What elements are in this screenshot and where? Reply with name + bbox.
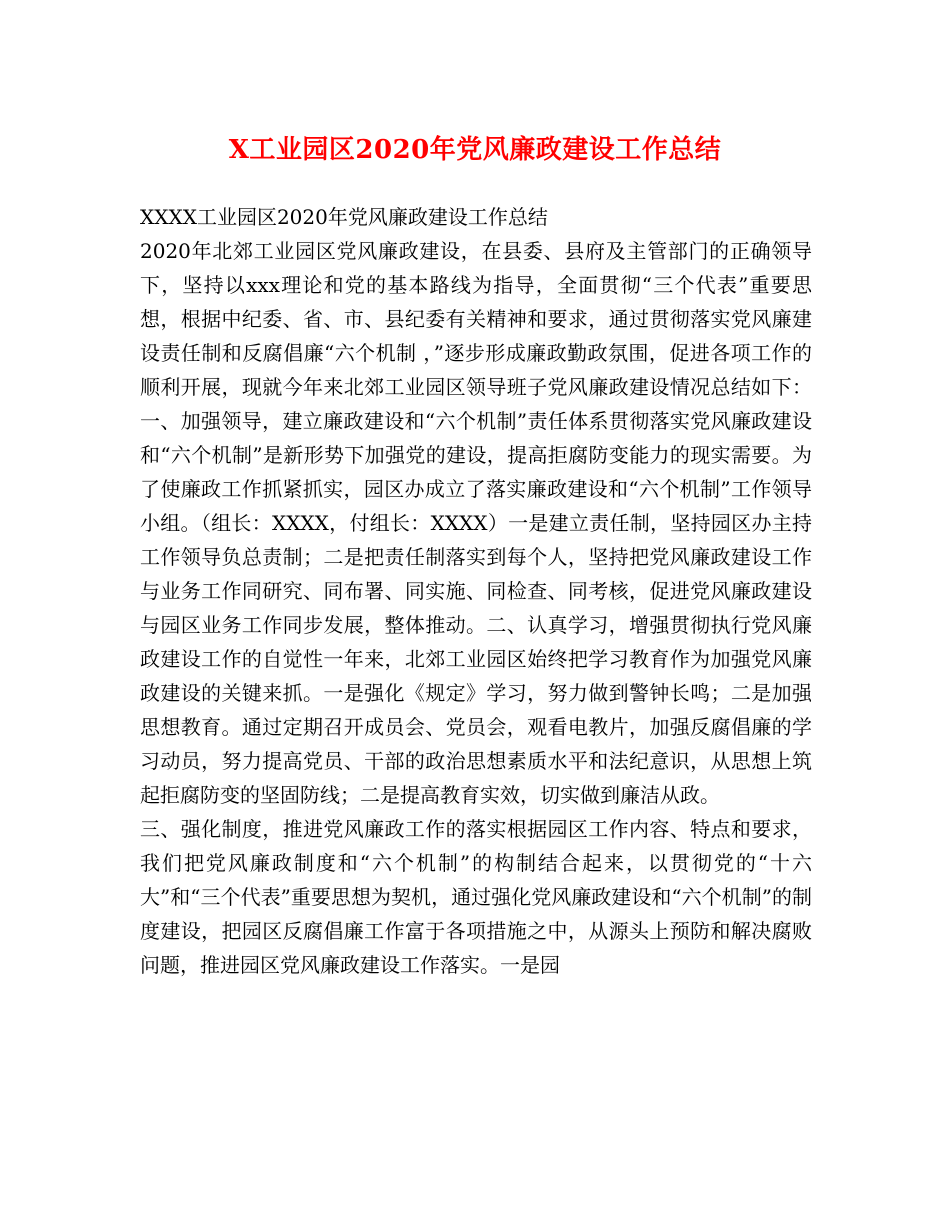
paragraph-section-three: 三、强化制度，推进党风廉政工作的落实根据园区工作内容、特点和要求，我们把党风廉政制度和“六个机制”的构制结合起来，以贯彻党的“十六大”和“三个代表”重要思想为契机，通过强化党风廉政建设和“六个机制”的制度建设，把园区反腐倡廉工作富于各项措施之中，从源头上预防和解决腐败问题，推进园区党风廉政建设工作落实。一是园: [140, 817, 812, 977]
document-body: [140, 200, 812, 982]
paragraph-main: 2020年北郊工业园区党风廉政建设，在县委、县府及主管部门的正确领导下，坚持以xxx理论和党的基本路线为指导，全面贯彻“三个代表”重要思想，根据中纪委、省、市、县纪委有关精神和要求，通过贯彻落实党风廉建设责任制和反腐倡廉“六个机制 ，”逐步形成廉政勤政氛围，促进各项工作的顺利开展，现就今年来北郊工业园区领导班子党风廉政建设情况总结如下：一、加强领导，建立廉政建设和“六个机制”责任体系贯彻落实党风廉政建设和“六个机制”是新形势下加强党的建设，提高拒腐防变能力的现实需要。为了使廉政工作抓紧抓实，园区办成立了落实廉政建设和“六个机制”工作领导小组。（组长：XXXX，付组长：XXXX）一是建立责任制，坚持园区办主持工作领导负总责制；二是把责任制落实到每个人，坚持把党风廉政建设工作与业务工作同研究、同布署、同实施、同检查、同考核，促进党风廉政建设与园区业务工作同步发展，整体推动。二、认真学习，增强贯彻执行党风廉政建设工作的自觉性一年来，北郊工业园区始终把学习教育作为加强党风廉政建设的关键来抓。一是强化《规定》学习，努力做到警钟长鸣；二是加强思想教育。通过定期召开成员会、党员会，观看电教片，加强反腐倡廉的学习动员，努力提高党员、干部的政治思想素质水平和法纪意识，从思想上筑起拒腐防变的坚固防线；二是提高教育实效，切实做到廉洁从政。: [140, 239, 812, 807]
document-title: X工业园区2020年党风廉政建设工作总结: [228, 135, 722, 165]
paragraph-subtitle: XXXX工业园区2020年党风廉政建设工作总结: [140, 205, 548, 229]
